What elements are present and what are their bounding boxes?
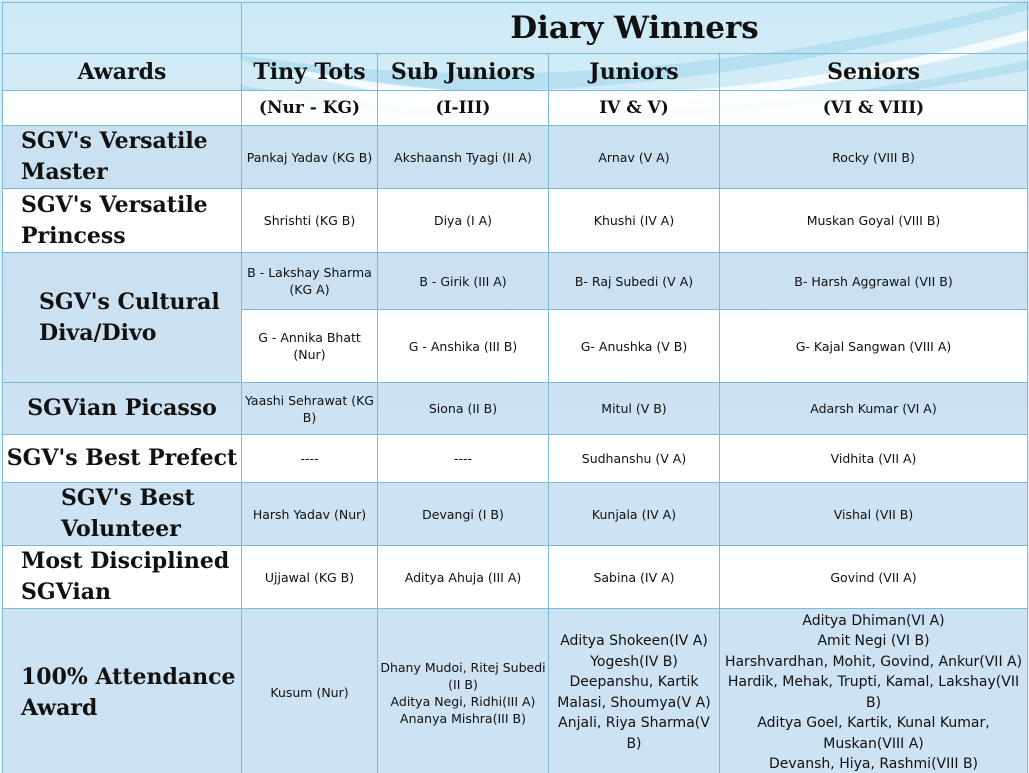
attendance-line: Aditya Dhiman(VI A): [802, 612, 945, 629]
range-seniors: (VI & VIII): [720, 91, 1028, 126]
attendance-line: Aditya Shokeen(IV A): [560, 633, 708, 649]
award-label: SGV's Versatile Master: [3, 126, 242, 189]
winner-tiny-tots: Yaashi Sehrawat (KG B): [242, 383, 378, 435]
attendance-line: Devansh, Hiya, Rashmi(VIII B): [769, 756, 979, 772]
col-header-seniors: Seniors: [720, 54, 1028, 91]
col-header-sub-juniors: Sub Juniors: [378, 54, 549, 91]
winner-seniors: Vidhita (VII A): [720, 435, 1028, 483]
winner-tiny-tots: B - Lakshay Sharma (KG A): [242, 253, 378, 310]
winner-seniors: Vishal (VII B): [720, 483, 1028, 546]
col-header-awards: Awards: [3, 54, 242, 91]
range-awards: [3, 91, 242, 126]
winner-juniors: Sabina (IV A): [549, 546, 720, 609]
award-label: SGV's Best Prefect: [3, 435, 242, 483]
winner-sub-juniors: G - Anshika (III B): [378, 310, 549, 383]
winner-juniors: [549, 609, 720, 773]
attendance-line: Yogesh(IV B): [590, 653, 678, 670]
winner-seniors: Govind (VII A): [720, 546, 1028, 609]
award-label: SGV's Best Volunteer: [3, 483, 242, 546]
attendance-line: Dhany Mudoi, Ritej Subedi (II B): [380, 659, 546, 692]
winner-sub-juniors: Akshaansh Tyagi (II A): [378, 126, 549, 189]
range-tiny-tots: (Nur - KG): [242, 91, 378, 126]
range-sub-juniors: (I-III): [378, 91, 549, 126]
winner-seniors: Adarsh Kumar (VI A): [720, 383, 1028, 435]
winner-juniors: Sudhanshu (V A): [549, 435, 720, 483]
attendance-line: Hardik, Mehak, Trupti, Kamal, Lakshay(VII B): [727, 674, 1020, 711]
winner-sub-juniors: Devangi (I B): [378, 483, 549, 546]
award-row-versatile-master: [3, 126, 1028, 189]
award-label: 100% Attendance Award: [3, 609, 242, 773]
winner-juniors: G- Anushka (V B): [549, 310, 720, 383]
winner-tiny-tots: Harsh Yadav (Nur): [242, 483, 378, 546]
winner-sub-juniors: B - Girik (III A): [378, 253, 549, 310]
award-row-most-disciplined: [3, 546, 1028, 609]
attendance-line: Aditya Goel, Kartik, Kunal Kumar, Muskan(VIII A): [757, 715, 990, 752]
winner-juniors: Khushi (IV A): [549, 189, 720, 253]
attendance-line: Anjali, Riya Sharma(V B): [558, 715, 710, 752]
attendance-line: Ananya Mishra(III B): [400, 710, 526, 726]
award-row-best-prefect: [3, 435, 1028, 483]
winner-tiny-tots: ----: [242, 435, 378, 483]
attendance-line: Aditya Negi, Ridhi(III A): [390, 693, 536, 709]
award-row-cultural-boys: [3, 253, 1028, 310]
class-range-row: [3, 91, 1028, 126]
winner-tiny-tots: Pankaj Yadav (KG B): [242, 126, 378, 189]
winner-seniors: B- Harsh Aggrawal (VII B): [720, 253, 1028, 310]
page-title: Diary Winners: [510, 10, 759, 46]
winner-juniors: Arnav (V A): [549, 126, 720, 189]
page-title-cell: [242, 3, 1028, 54]
award-row-attendance: [3, 609, 1028, 773]
award-row-versatile-princess: [3, 189, 1028, 253]
column-header-row: [3, 54, 1028, 91]
award-label: Most Disciplined SGVian: [3, 546, 242, 609]
winner-sub-juniors: Diya (I A): [378, 189, 549, 253]
award-row-picasso: [3, 383, 1028, 435]
award-label: SGV's Versatile Princess: [3, 189, 242, 253]
attendance-line: Deepanshu, Kartik Malasi, Shoumya(V A): [557, 674, 711, 711]
winner-sub-juniors: Aditya Ahuja (III A): [378, 546, 549, 609]
winner-tiny-tots: G - Annika Bhatt (Nur): [242, 310, 378, 383]
winner-seniors: G- Kajal Sangwan (VIII A): [720, 310, 1028, 383]
winner-sub-juniors: [378, 609, 549, 773]
attendance-line: Harshvardhan, Mohit, Govind, Ankur(VII A): [724, 653, 1023, 670]
winner-juniors: Mitul (V B): [549, 383, 720, 435]
winner-juniors: Kunjala (IV A): [549, 483, 720, 546]
winner-seniors: Muskan Goyal (VIII B): [720, 189, 1028, 253]
title-corner-cell: [3, 3, 242, 54]
winner-tiny-tots: Ujjawal (KG B): [242, 546, 378, 609]
award-label: SGVian Picasso: [3, 383, 242, 435]
range-juniors: IV & V): [549, 91, 720, 126]
award-label: SGV's Cultural Diva/Divo: [3, 253, 242, 383]
winner-tiny-tots: Shrishti (KG B): [242, 189, 378, 253]
winner-juniors: B- Raj Subedi (V A): [549, 253, 720, 310]
col-header-tiny-tots: Tiny Tots: [242, 54, 378, 91]
attendance-line: Amit Negi (VI B): [817, 633, 930, 649]
winners-table: [2, 2, 1028, 773]
award-row-best-volunteer: [3, 483, 1028, 546]
col-header-juniors: Juniors: [549, 54, 720, 91]
winner-sub-juniors: Siona (II B): [378, 383, 549, 435]
winner-seniors: [720, 609, 1028, 773]
winner-sub-juniors: ----: [378, 435, 549, 483]
winner-seniors: Rocky (VIII B): [720, 126, 1028, 189]
winner-tiny-tots: Kusum (Nur): [242, 609, 378, 773]
